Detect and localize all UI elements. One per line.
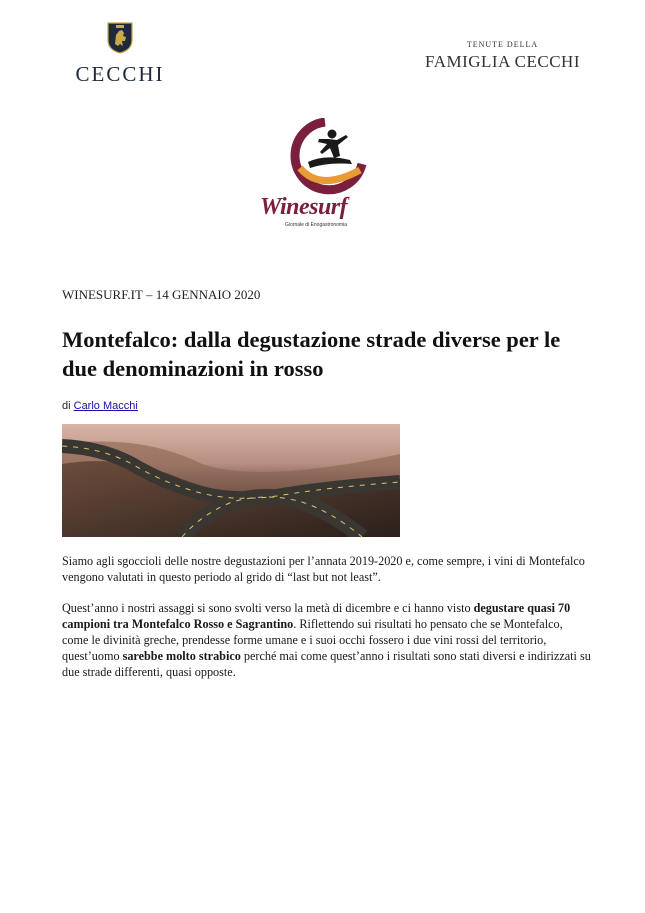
article-paragraph [62, 600, 592, 680]
cecchi-wordmark: CECCHI [75, 62, 165, 86]
article-paragraph: Siamo agli sgoccioli delle nostre degustazioni per l’annata 2019-2020 e, come sempre, i vini di Montefalco vengono valutati in questo periodo al grido di “last but not least”. [62, 554, 585, 584]
heraldic-lion-shield-icon [107, 22, 133, 54]
famiglia-cecchi-subtitle: TENUTE DELLA [466, 40, 539, 49]
paragraph-text: Quest’anno i nostri assaggi si sono svolti verso la metà di dicembre e ci hanno visto [62, 601, 474, 615]
paragraph-text: . Riflettendo sui risultati ho pensato che se Montefalco, come le divinità greche, prendesse forme umane e i suoi occhi fossero i due vini rossi del territorio, quest’uomo [62, 617, 563, 663]
article-byline [62, 400, 138, 412]
cecchi-logo [70, 22, 170, 86]
winesurf-wordmark: Winesurf [260, 194, 348, 220]
paragraph-bold-text: sarebbe molto strabico [122, 649, 241, 663]
author-link[interactable]: Carlo Macchi [73, 400, 138, 412]
article-dateline: WINESURF.IT – 14 GENNAIO 2020 [62, 287, 261, 302]
article-title: Montefalco: dalla degustazione strade diverse per le due denominazioni in rosso [62, 327, 561, 381]
winesurf-tagline: Giornale di Enogastronomia [285, 222, 347, 228]
surfer-wave-icon [280, 118, 370, 196]
article-hero-image [62, 424, 400, 537]
winesurf-logo [255, 118, 390, 233]
paragraph-text: perché mai come quest’anno i risultati sono stati diversi e indirizzati su due strade differenti, quasi opposte. [62, 649, 591, 679]
paragraph-bold-text: degustare quasi 70 campioni tra Montefalco Rosso e Sagrantino [62, 601, 571, 631]
byline-prefix: di [62, 400, 71, 412]
famiglia-cecchi-wordmark: FAMIGLIA CECCHI [425, 52, 580, 71]
famiglia-cecchi-logo [420, 40, 585, 74]
